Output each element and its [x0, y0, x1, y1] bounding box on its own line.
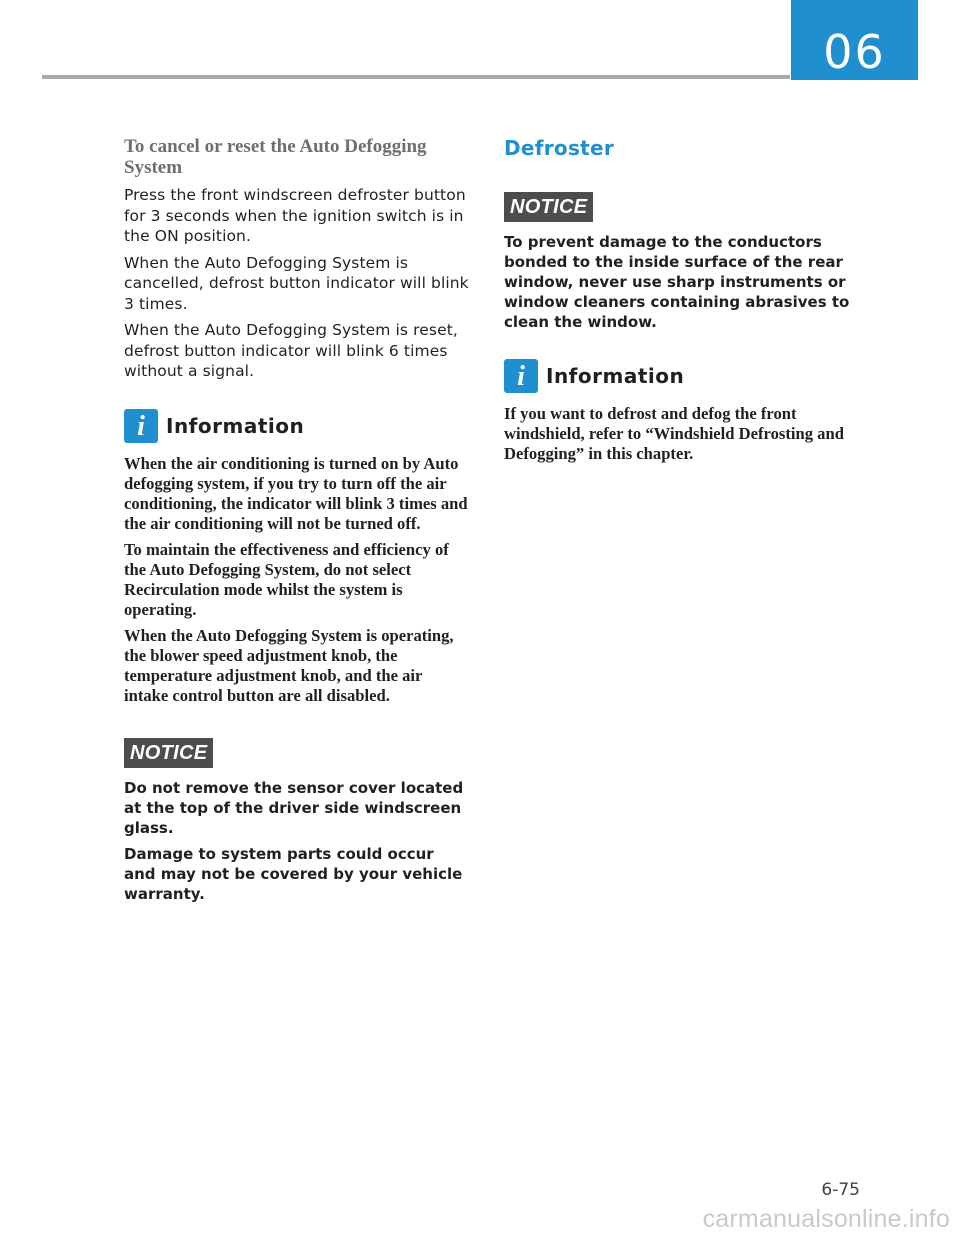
section-title: Defroster — [504, 136, 615, 160]
right-column — [504, 132, 854, 470]
watermark: carmanualsonline.info — [702, 1205, 950, 1233]
chapter-tab: 06 — [791, 0, 918, 80]
information-header — [124, 408, 470, 444]
information-paragraph: If you want to defrost and defog the front windshield, refer to “Windshield Defrosting and Defogging” in this chapter. — [504, 404, 844, 463]
subsection-heading: To cancel or reset the Auto Defogging System — [124, 136, 427, 178]
information-paragraph: When the air conditioning is turned on by Auto defogging system, if you try to turn off the air conditioning, the indicator will blink 3 times and the air conditioning will not be turned off. — [124, 453, 468, 533]
information-paragraph: When the Auto Defogging System is operating, the blower speed adjustment knob, the temperature adjustment knob, and the air intake control button are all disabled. — [124, 625, 454, 705]
notice-badge: NOTICE — [124, 738, 213, 768]
page-number: 6-75 — [821, 1180, 860, 1200]
information-title: Information — [546, 364, 685, 388]
information-title: Information — [166, 413, 305, 438]
information-header — [504, 358, 854, 394]
information-icon: i — [504, 359, 538, 393]
notice-badge: NOTICE — [504, 192, 593, 222]
notice-paragraph: To prevent damage to the conductors bonded to the inside surface of the rear window, never use sharp instruments or window cleaners containing abrasives to clean the window. — [504, 233, 850, 331]
information-icon: i — [124, 409, 158, 443]
header-rule — [42, 75, 790, 79]
left-column — [124, 132, 470, 910]
paragraph: When the Auto Defogging System is cancelled, defrost button indicator will blink 3 times. — [124, 253, 469, 313]
notice-paragraph: Do not remove the sensor cover located at the top of the driver side windscreen glass. — [124, 778, 464, 837]
notice-paragraph: Damage to system parts could occur and may not be covered by your vehicle warranty. — [124, 844, 463, 903]
information-paragraph: To maintain the effectiveness and efficiency of the Auto Defogging System, do not select Recirculation mode whilst the system is operating. — [124, 539, 449, 619]
paragraph: When the Auto Defogging System is reset, defrost button indicator will blink 6 times without a signal. — [124, 321, 458, 380]
paragraph: Press the front windscreen defroster button for 3 seconds when the ignition switch is in the ON position. — [124, 186, 466, 245]
